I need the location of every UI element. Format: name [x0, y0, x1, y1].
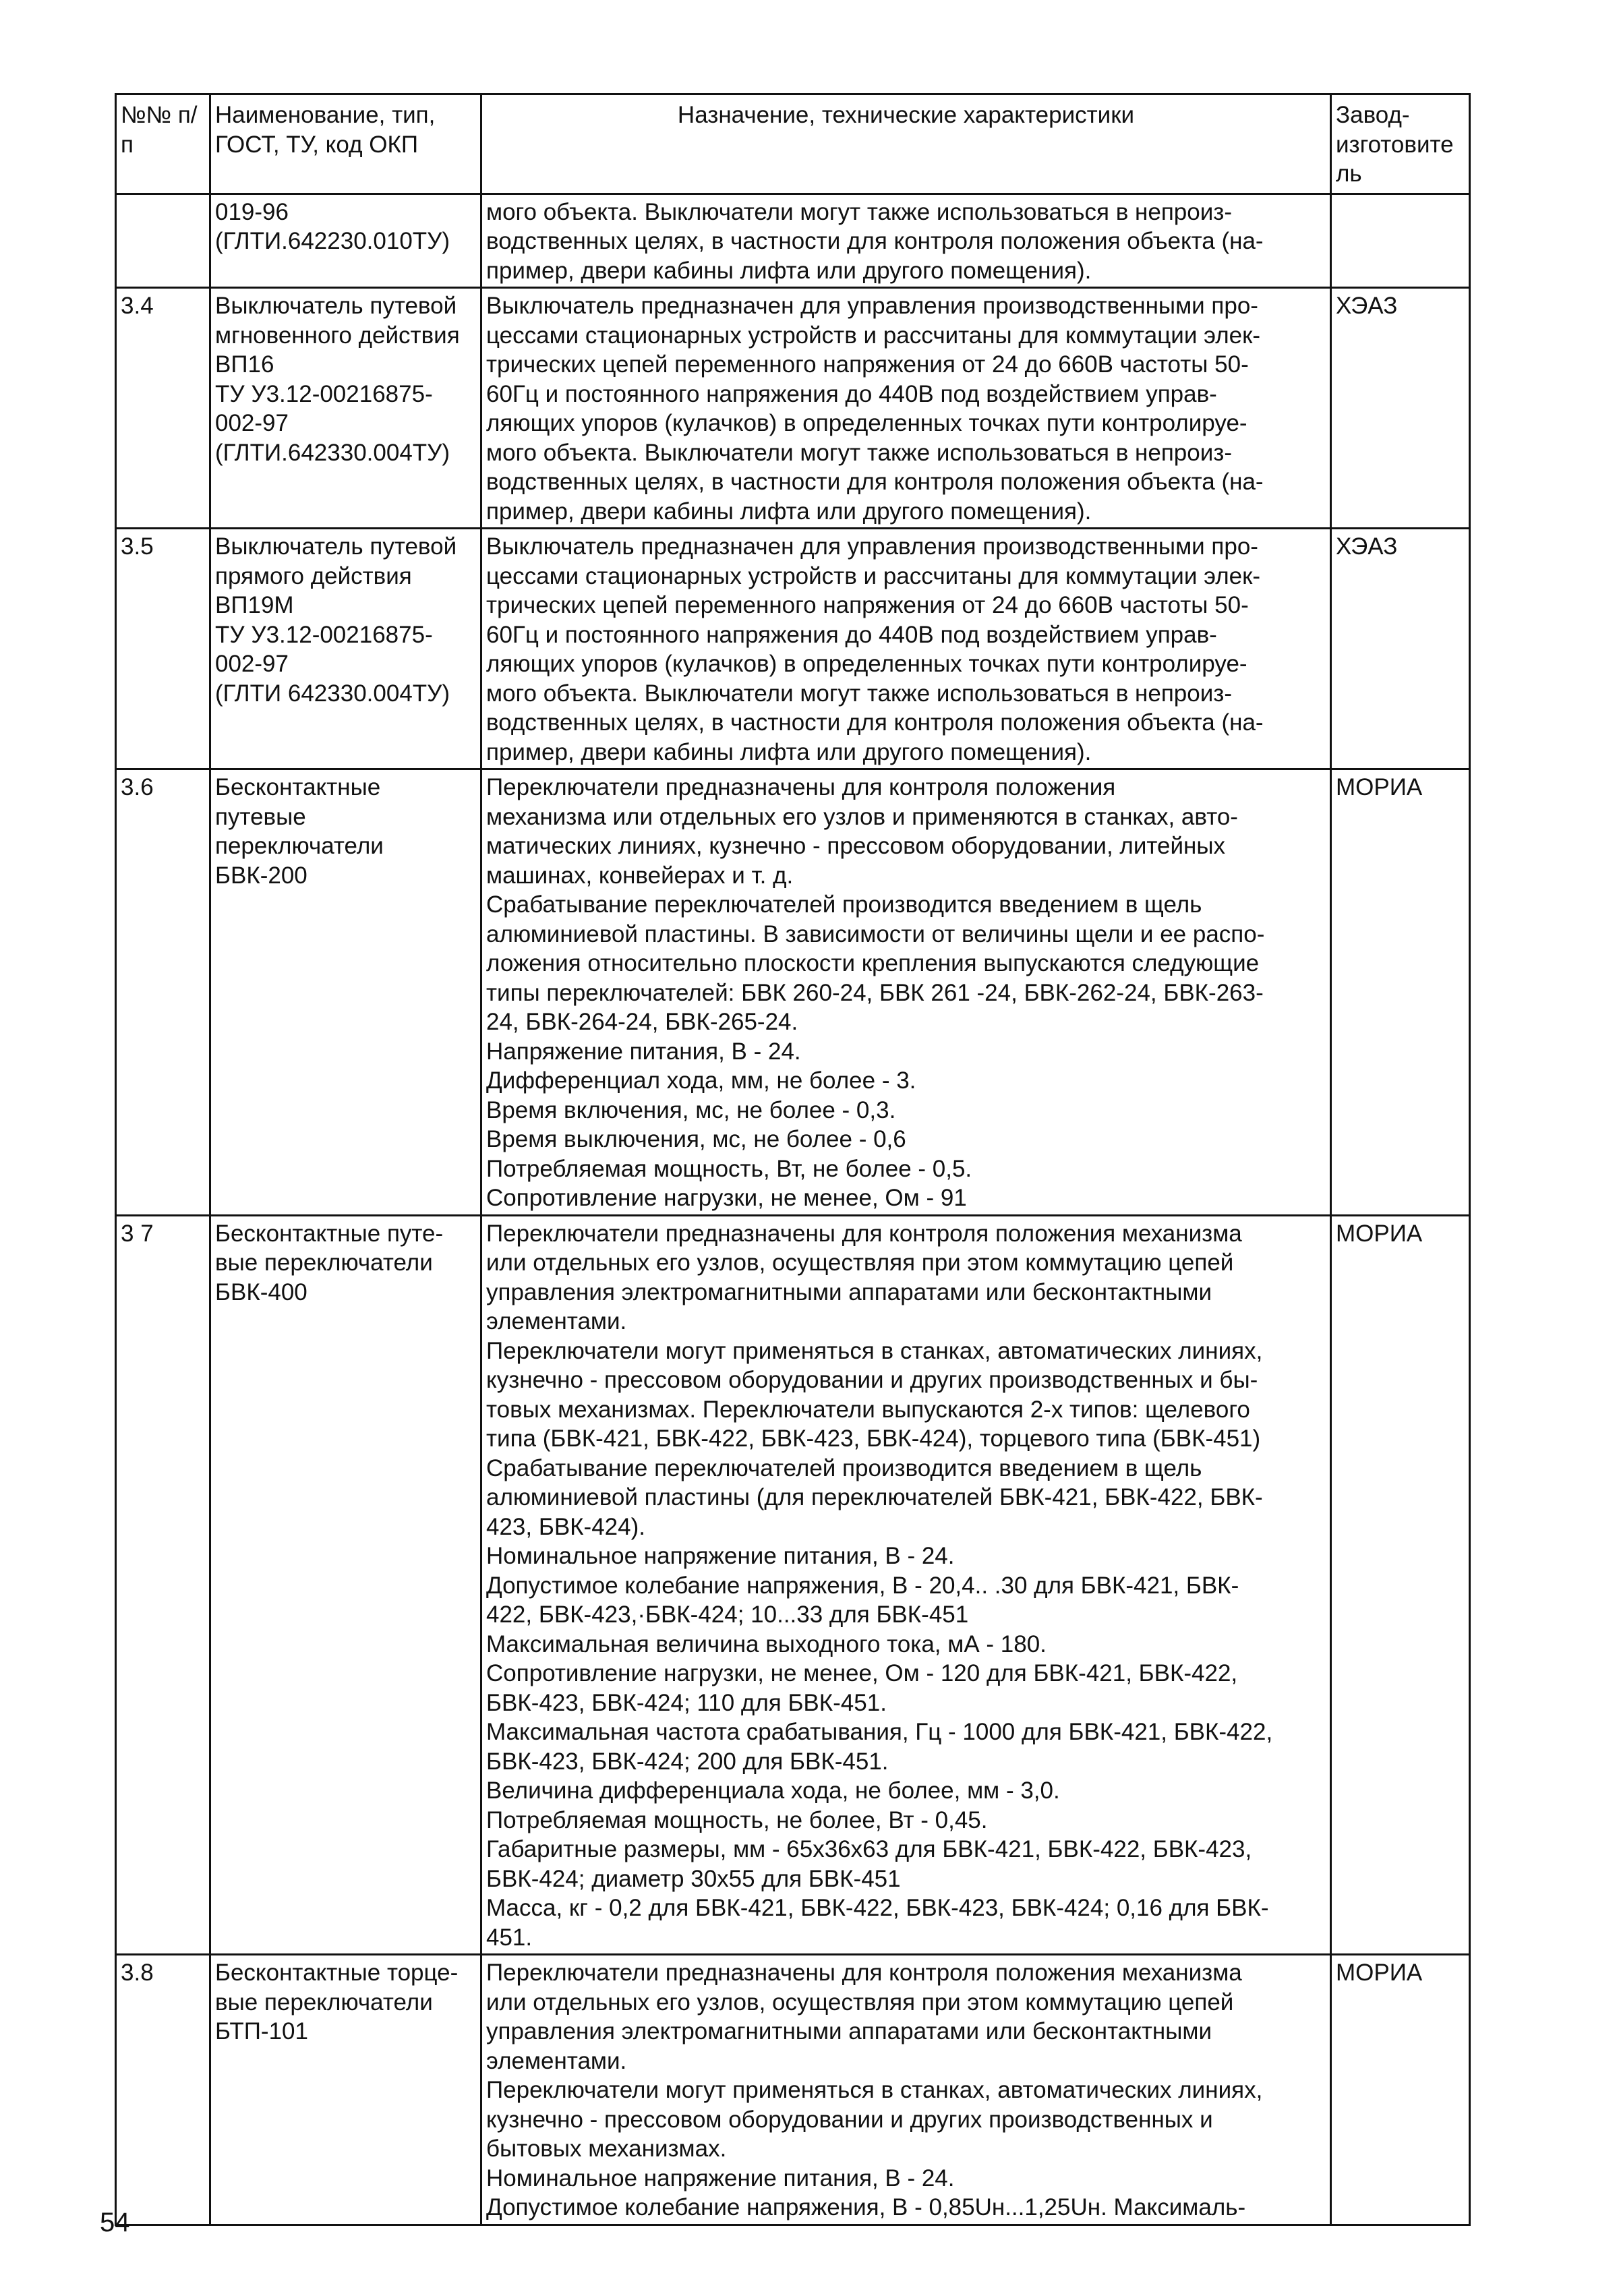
- purpose-line: Масса, кг - 0,2 для БВК-421, БВК-422, БВК-423, БВК-424; 0,16 для БВК-: [486, 1895, 1269, 1921]
- purpose-line: пример, двери кабины лифта или другого помещения).: [486, 498, 1092, 525]
- page-number: 54: [100, 2208, 130, 2237]
- table-row: [116, 769, 1470, 1216]
- purpose-line: Срабатывание переключателей производится введением в щель: [486, 1454, 1202, 1481]
- name-line: Выключатель путевой: [215, 293, 457, 319]
- name-line: БВК-400: [215, 1278, 307, 1305]
- row-name: [210, 1215, 481, 1955]
- purpose-line: управления электромагнитными аппаратами или бесконтактными: [486, 2018, 1212, 2044]
- name-line: 019-96: [215, 198, 289, 225]
- row-number: [116, 194, 210, 288]
- header-purpose: Назначение, технические характеристики: [481, 94, 1331, 194]
- purpose-line: цессами стационарных устройств и рассчитаны для коммутации элек-: [486, 322, 1261, 349]
- purpose-line: Габаритные размеры, мм - 65x36x63 для БВК-421, БВК-422, БВК-423,: [486, 1836, 1252, 1862]
- name-line: (ГЛТИ 642330.004ТУ): [215, 680, 450, 707]
- row-maker: МОРИА: [1331, 769, 1470, 1216]
- purpose-line: 60Гц и постоянного напряжения до 440В под воздействием управ-: [486, 380, 1217, 407]
- table-row: [116, 194, 1470, 288]
- purpose-line: кузнечно - прессовом оборудовании и других производственных и бы-: [486, 1367, 1258, 1393]
- name-line: ВП19М: [215, 592, 294, 618]
- row-maker: МОРИА: [1331, 1215, 1470, 1955]
- purpose-line: бытовых механизмах.: [486, 2136, 727, 2162]
- row-purpose: [481, 1215, 1331, 1955]
- purpose-line: водственных целях, в частности для контроля положения объекта (на-: [486, 228, 1264, 254]
- purpose-line: 422, БВК-423,·БВК-424; 10...33 для БВК-451: [486, 1601, 969, 1628]
- name-line: вые переключатели: [215, 1249, 433, 1276]
- purpose-line: алюминиевой пластины (для переключателей БВК-421, БВК-422, БВК-: [486, 1484, 1263, 1510]
- row-number: 3.8: [116, 1955, 210, 2225]
- purpose-line: Допустимое колебание напряжения, В - 20,4.. .30 для БВК-421, БВК-: [486, 1572, 1239, 1599]
- purpose-line: ляющих упоров (кулачков) в определенных точках пути контролируе-: [486, 410, 1247, 436]
- table-row: [116, 529, 1470, 769]
- row-maker: [1331, 194, 1470, 288]
- row-name: [210, 288, 481, 529]
- purpose-line: алюминиевой пластины. В зависимости от величины щели и ее распо-: [486, 920, 1265, 947]
- purpose-line: матических линиях, кузнечно - прессовом оборудовании, литейных: [486, 833, 1226, 859]
- purpose-line: 451.: [486, 1924, 533, 1951]
- purpose-line: управления электромагнитными аппаратами или бесконтактными: [486, 1278, 1212, 1305]
- purpose-line: типы переключателей: БВК 260-24, БВК 261 -24, БВК-262-24, БВК-263-: [486, 979, 1264, 1006]
- purpose-line: 423, БВК-424).: [486, 1513, 645, 1540]
- purpose-line: Переключатели предназначены для контроля положения: [486, 774, 1116, 800]
- purpose-line: трических цепей переменного напряжения от 24 до 660В частоты 50-: [486, 592, 1249, 618]
- table-body: [116, 194, 1470, 2225]
- name-line: БТП-101: [215, 2018, 308, 2044]
- name-line: 002-97: [215, 651, 289, 677]
- purpose-line: кузнечно - прессовом оборудовании и других производственных и: [486, 2106, 1213, 2133]
- row-purpose: [481, 194, 1331, 288]
- purpose-line: водственных целях, в частности для контроля положения объекта (на-: [486, 709, 1264, 736]
- name-line: Бесконтактные: [215, 774, 381, 800]
- purpose-line: Переключатели могут применяться в станках, автоматических линиях,: [486, 1337, 1263, 1364]
- row-name: [210, 529, 481, 769]
- row-name: [210, 1955, 481, 2225]
- name-line: БВК-200: [215, 862, 307, 889]
- purpose-line: Допустимое колебание напряжения, В - 0,85Uн...1,25Uн. Максималь-: [486, 2194, 1246, 2220]
- row-maker: ХЭАЗ: [1331, 529, 1470, 769]
- purpose-line: ложения относительно плоскости крепления выпускаются следующие: [486, 950, 1260, 976]
- row-number: 3.4: [116, 288, 210, 529]
- row-number: 3.5: [116, 529, 210, 769]
- purpose-line: элементами.: [486, 2047, 627, 2074]
- purpose-line: или отдельных его узлов, осуществляя при этом коммутацию цепей: [486, 1249, 1234, 1276]
- purpose-line: механизма или отдельных его узлов и применяются в станках, авто-: [486, 803, 1238, 830]
- purpose-line: Переключатели предназначены для контроля положения механизма: [486, 1960, 1242, 1986]
- name-line: ТУ У3.12-00216875-: [215, 380, 433, 407]
- name-line: переключатели: [215, 833, 384, 859]
- purpose-line: товых механизмах. Переключатели выпускаются 2-х типов: щелевого: [486, 1396, 1250, 1423]
- row-number: 3.6: [116, 769, 210, 1216]
- purpose-line: 24, БВК-264-24, БВК-265-24.: [486, 1009, 798, 1035]
- purpose-line: Выключатель предназначен для управления производственными про-: [486, 533, 1258, 560]
- table-row: [116, 288, 1470, 529]
- name-line: Бесконтактные путе-: [215, 1220, 444, 1247]
- name-line: ТУ У3.12-00216875-: [215, 621, 433, 648]
- purpose-line: Номинальное напряжение питания, В - 24.: [486, 1543, 955, 1569]
- purpose-line: БВК-424; диаметр 30x55 для БВК-451: [486, 1865, 901, 1892]
- purpose-line: трических цепей переменного напряжения от 24 до 660В частоты 50-: [486, 351, 1249, 378]
- purpose-line: ляющих упоров (кулачков) в определенных точках пути контролируе-: [486, 651, 1247, 677]
- table-header-row: [116, 94, 1470, 194]
- purpose-line: пример, двери кабины лифта или другого помещения).: [486, 257, 1092, 284]
- name-line: (ГЛТИ.642330.004ТУ): [215, 439, 450, 466]
- purpose-line: Время включения, мс, не более - 0,3.: [486, 1096, 896, 1123]
- equipment-table: [115, 93, 1471, 2226]
- name-line: Выключатель путевой: [215, 533, 457, 560]
- row-name: [210, 194, 481, 288]
- row-maker: ХЭАЗ: [1331, 288, 1470, 529]
- purpose-line: машинах, конвейерах и т. д.: [486, 862, 794, 889]
- purpose-line: Переключатели предназначены для контроля положения механизма: [486, 1220, 1242, 1247]
- purpose-line: Дифференциал хода, мм, не более - 3.: [486, 1067, 916, 1094]
- table-row: [116, 1215, 1470, 1955]
- purpose-line: типа (БВК-421, БВК-422, БВК-423, БВК-424), торцевого типа (БВК-451): [486, 1425, 1261, 1452]
- row-number: 3 7: [116, 1215, 210, 1955]
- row-purpose: [481, 1955, 1331, 2225]
- purpose-line: Величина дифференциала хода, не более, мм - 3,0.: [486, 1777, 1060, 1804]
- purpose-line: Потребляемая мощность, Вт, не более - 0,5.: [486, 1155, 972, 1182]
- header-maker: Завод-изготовитель: [1331, 94, 1470, 194]
- purpose-line: 60Гц и постоянного напряжения до 440В под воздействием управ-: [486, 621, 1217, 648]
- purpose-line: Время выключения, мс, не более - 0,6: [486, 1126, 906, 1152]
- row-purpose: [481, 769, 1331, 1216]
- purpose-line: цессами стационарных устройств и рассчитаны для коммутации элек-: [486, 562, 1261, 589]
- purpose-line: Напряжение питания, В - 24.: [486, 1038, 801, 1065]
- purpose-line: или отдельных его узлов, осуществляя при этом коммутацию цепей: [486, 1989, 1234, 2015]
- table-row: [116, 1955, 1470, 2225]
- row-purpose: [481, 529, 1331, 769]
- purpose-line: Выключатель предназначен для управления производственными про-: [486, 293, 1258, 319]
- purpose-line: Максимальная частота срабатывания, Гц - 1000 для БВК-421, БВК-422,: [486, 1719, 1273, 1745]
- header-name: Наименование, тип, ГОСТ, ТУ, код ОКП: [210, 94, 481, 194]
- purpose-line: мого объекта. Выключатели могут также использоваться в непроиз-: [486, 198, 1232, 225]
- purpose-line: водственных целях, в частности для контроля положения объекта (на-: [486, 469, 1264, 495]
- purpose-line: БВК-423, БВК-424; 200 для БВК-451.: [486, 1748, 889, 1775]
- purpose-line: Сопротивление нагрузки, не менее, Ом - 120 для БВК-421, БВК-422,: [486, 1660, 1238, 1686]
- purpose-line: Сопротивление нагрузки, не менее, Ом - 91: [486, 1185, 967, 1211]
- purpose-line: Номинальное напряжение питания, В - 24.: [486, 2165, 955, 2191]
- purpose-line: Максимальная величина выходного тока, мА - 180.: [486, 1630, 1047, 1657]
- name-line: (ГЛТИ.642230.010ТУ): [215, 228, 450, 254]
- name-line: вые переключатели: [215, 1989, 433, 2015]
- name-line: путевые: [215, 803, 306, 830]
- purpose-line: Срабатывание переключателей производится введением в щель: [486, 891, 1202, 918]
- name-line: прямого действия: [215, 562, 412, 589]
- purpose-line: пример, двери кабины лифта или другого помещения).: [486, 738, 1092, 765]
- row-purpose: [481, 288, 1331, 529]
- purpose-line: элементами.: [486, 1308, 627, 1334]
- purpose-line: Потребляемая мощность, не более, Вт - 0,45.: [486, 1806, 988, 1833]
- name-line: мгновенного действия: [215, 322, 460, 349]
- purpose-line: мого объекта. Выключатели могут также использоваться в непроиз-: [486, 680, 1232, 707]
- row-maker: МОРИА: [1331, 1955, 1470, 2225]
- purpose-line: мого объекта. Выключатели могут также использоваться в непроиз-: [486, 439, 1232, 466]
- purpose-line: Переключатели могут применяться в станках, автоматических линиях,: [486, 2077, 1263, 2103]
- row-name: [210, 769, 481, 1216]
- name-line: ВП16: [215, 351, 274, 378]
- header-number: №№ п/п: [116, 94, 210, 194]
- name-line: 002-97: [215, 410, 289, 436]
- name-line: Бесконтактные торце-: [215, 1960, 459, 1986]
- purpose-line: БВК-423, БВК-424; 110 для БВК-451.: [486, 1689, 887, 1716]
